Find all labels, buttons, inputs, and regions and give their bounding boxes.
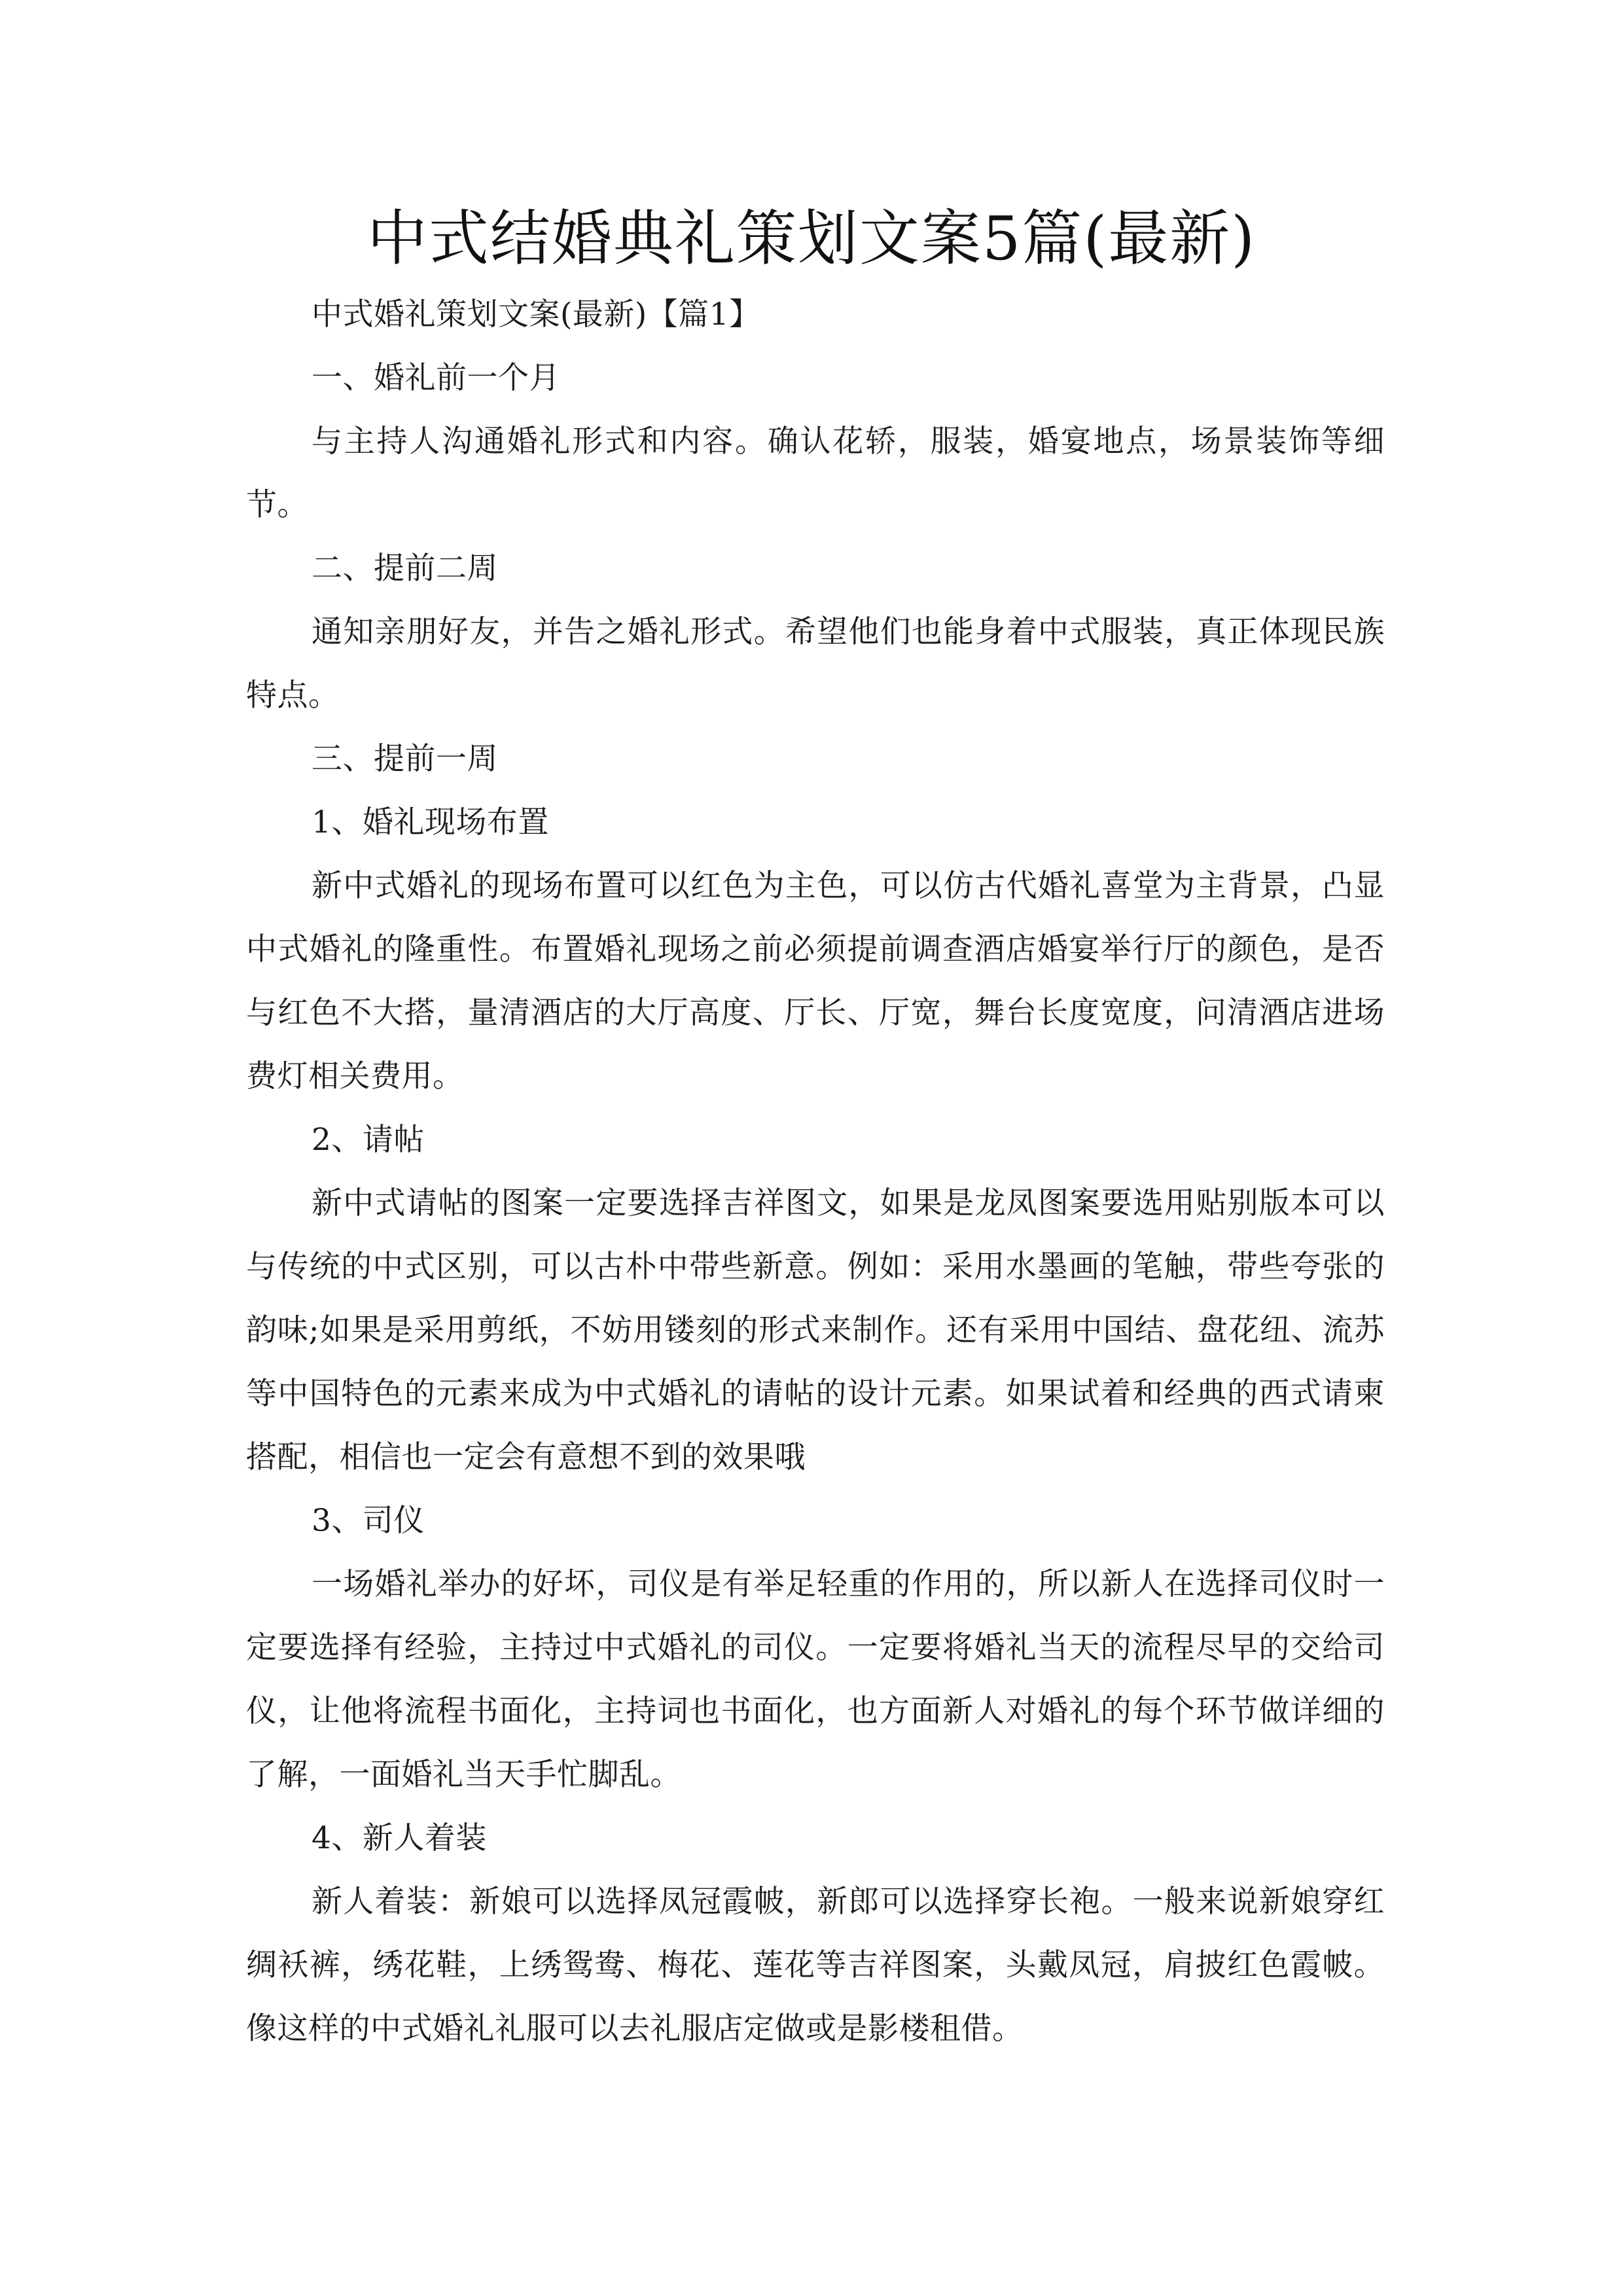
step-heading: 三、提前一周 bbox=[312, 741, 498, 777]
body-paragraph: 一场婚礼举办的好坏，司仪是有举足轻重的作用的，所以新人在选择司仪时一定要选择有经验，主持过中式婚礼的司仪。一定要将婚礼当天的流程尽早的交给司仪，让他将流程书面化，主持词也书面化，也方面新人对婚礼的每个环节做详细的了解，一面婚礼当天手忙脚乱。 bbox=[246, 1566, 1385, 1793]
document-body bbox=[246, 283, 1385, 2060]
step-heading: 一、婚礼前一个月 bbox=[312, 360, 560, 396]
body-paragraph: 新中式请帖的图案一定要选择吉祥图文，如果是龙凤图案要选用贴别版本可以与传统的中式区别，可以古朴中带些新意。例如：采用水墨画的笔触，带些夸张的韵味;如果是采用剪纸，不妨用镂刻的形式来制作。还有采用中国结、盘花纽、流苏等中国特色的元素来成为中式婚礼的请帖的设计元素。如果试着和经典的西式请柬搭配，相信也一定会有意想不到的效果哦 bbox=[246, 1185, 1385, 1475]
sub-heading: 1、婚礼现场布置 bbox=[312, 804, 549, 840]
sub-heading: 4、新人着装 bbox=[312, 1820, 487, 1856]
step-heading: 二、提前二周 bbox=[312, 550, 498, 586]
sub-heading: 3、司仪 bbox=[312, 1503, 425, 1539]
body-paragraph: 通知亲朋好友，并告之婚礼形式。希望他们也能身着中式服装，真正体现民族特点。 bbox=[246, 614, 1385, 713]
sub-heading: 2、请帖 bbox=[312, 1122, 425, 1158]
body-paragraph: 新中式婚礼的现场布置可以红色为主色，可以仿古代婚礼喜堂为主背景，凸显中式婚礼的隆重性。布置婚礼现场之前必须提前调查酒店婚宴举行厅的颜色，是否与红色不大搭，量清酒店的大厅高度、厅长、厅宽，舞台长度宽度，问清酒店进场费灯相关费用。 bbox=[246, 868, 1385, 1094]
body-paragraph: 新人着装：新娘可以选择凤冠霞帔，新郎可以选择穿长袍。一般来说新娘穿红绸袄裤，绣花鞋，上绣鸳鸯、梅花、莲花等吉祥图案，头戴凤冠，肩披红色霞帔。像这样的中式婚礼礼服可以去礼服店定做或是影楼租借。 bbox=[246, 1884, 1385, 2047]
body-paragraph: 与主持人沟通婚礼形式和内容。确认花轿，服装，婚宴地点，场景装饰等细节。 bbox=[246, 423, 1385, 523]
section-heading: 中式婚礼策划文案(最新)【篇1】 bbox=[312, 296, 760, 332]
document-title: 中式结婚典礼策划文案5篇(最新) bbox=[366, 204, 1257, 274]
